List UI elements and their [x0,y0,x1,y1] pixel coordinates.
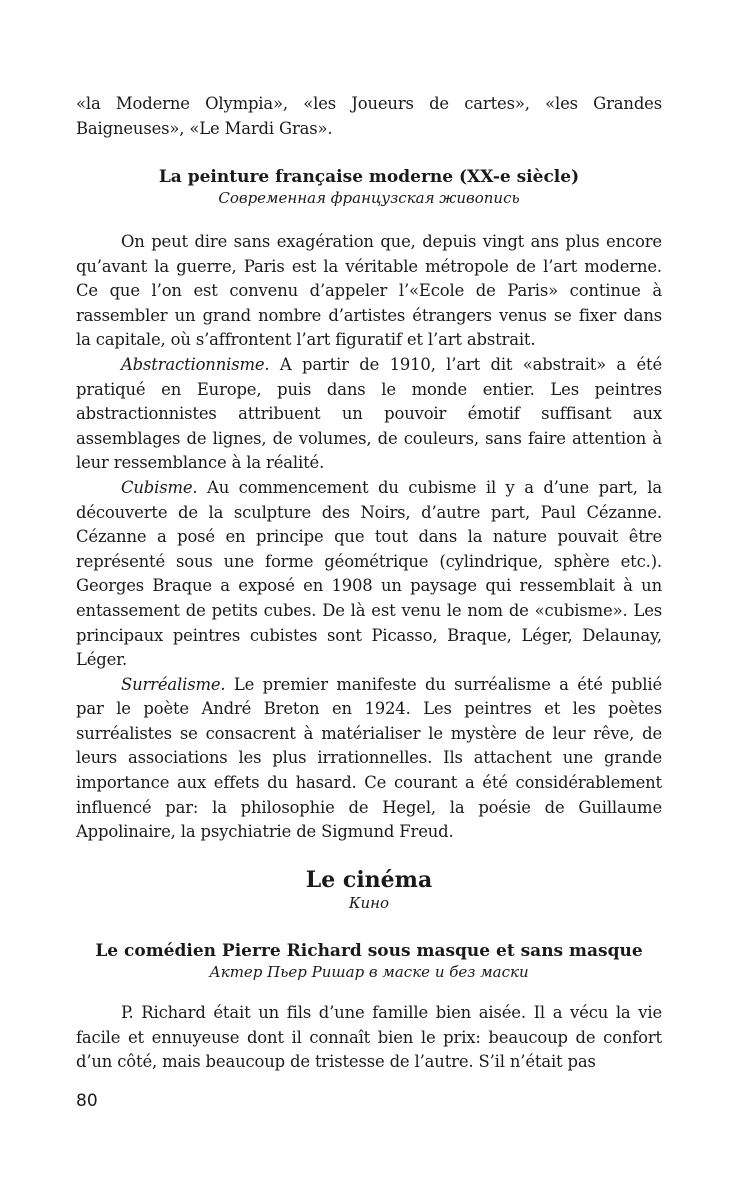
section-body-richard [76,1001,662,1075]
page-number: 80 [76,1091,98,1111]
term-label: Surréalisme. [121,674,226,694]
paragraph-text: Au commencement du cubisme il y a d’une part, la découverte de la sculpture des Noirs, d’autre part, Paul Cézanne. Cézanne a posé en principe que tout dans la nature pouvait être représenté sous une forme géométrique (cylindrique, sphère etc.). Georges Braque a exposé en 1908 un paysage qui ressemblait à un entassement de petits cubes. De là est venu le nom de «cubisme». Les principaux peintres cubistes sont Picasso, Braque, Léger, Delaunay, Léger. [76,477,662,670]
paragraph-abstractionnisme [76,353,662,476]
section-heading-painting [76,166,662,208]
chapter-subtitle: Кино [348,894,390,912]
section-subtitle: Актер Пьер Ришар в маске и без маски [209,963,529,981]
term-label: Cubisme. [121,477,198,497]
paragraph-cubisme [76,476,662,673]
section-title: La peinture française moderne (XX-e siècle) [158,167,580,187]
chapter-heading [76,867,662,913]
section-heading-richard [76,940,662,982]
section-title: Le comédien Pierre Richard sous masque et sans masque [95,941,643,961]
term-label: Abstractionnisme. [121,354,270,374]
paragraph: On peut dire sans exagération que, depuis vingt ans plus encore qu’avant la guerre, Paris est la véritable métropole de l’art moderne. Ce que l’on est convenu d’appeler l’«Ecole de Paris» continue à rassembler un grand nombre d’artistes étrangers venus se fixer dans la capitale, où s’affrontent l’art figuratif et l’art abstrait. [76,232,662,350]
chapter-title: Le cinéma [305,867,433,893]
paragraph: P. Richard était un fils d’une famille bien aisée. Il a vécu la vie facile et ennuyeuse dont il connaît bien le prix: beaucoup de confort d’un côté, mais beaucoup de tristesse de l’autre. S’il n’était pas [76,1003,662,1072]
paragraph-text: A partir de 1910, l’art dit «abstrait» a été pratiqué en Europe, puis dans le monde entier. Les peintres abstractionnistes attribuent un pouvoir émotif suffisant aux assemblages de lignes, de volumes, de couleurs, sans faire attention à leur ressemblance à la réalité. [76,354,662,473]
section-body-painting [76,230,662,845]
intro-paragraph: «la Moderne Olympia», «les Joueurs de cartes», «les Grandes Baigneuses», «Le Mardi Gras». [76,94,662,138]
paragraph-text: Le premier manifeste du surréalisme a été publié par le poète André Breton en 1924. Les peintres et les poètes surréalistes se consacrent à matérialiser le mystère de leur rêve, de leurs associations les plus irrationnelles. Ils attachent une grande importance aux effets du hasard. Ce courant a été considérablement influencé par: la philosophie de Hegel, la poésie de Guillaume Appolinaire, la psychiatrie de Sigmund Freud. [76,674,662,842]
paragraph-surrealisme [76,673,662,845]
section-subtitle: Современная французская живопись [218,189,520,207]
